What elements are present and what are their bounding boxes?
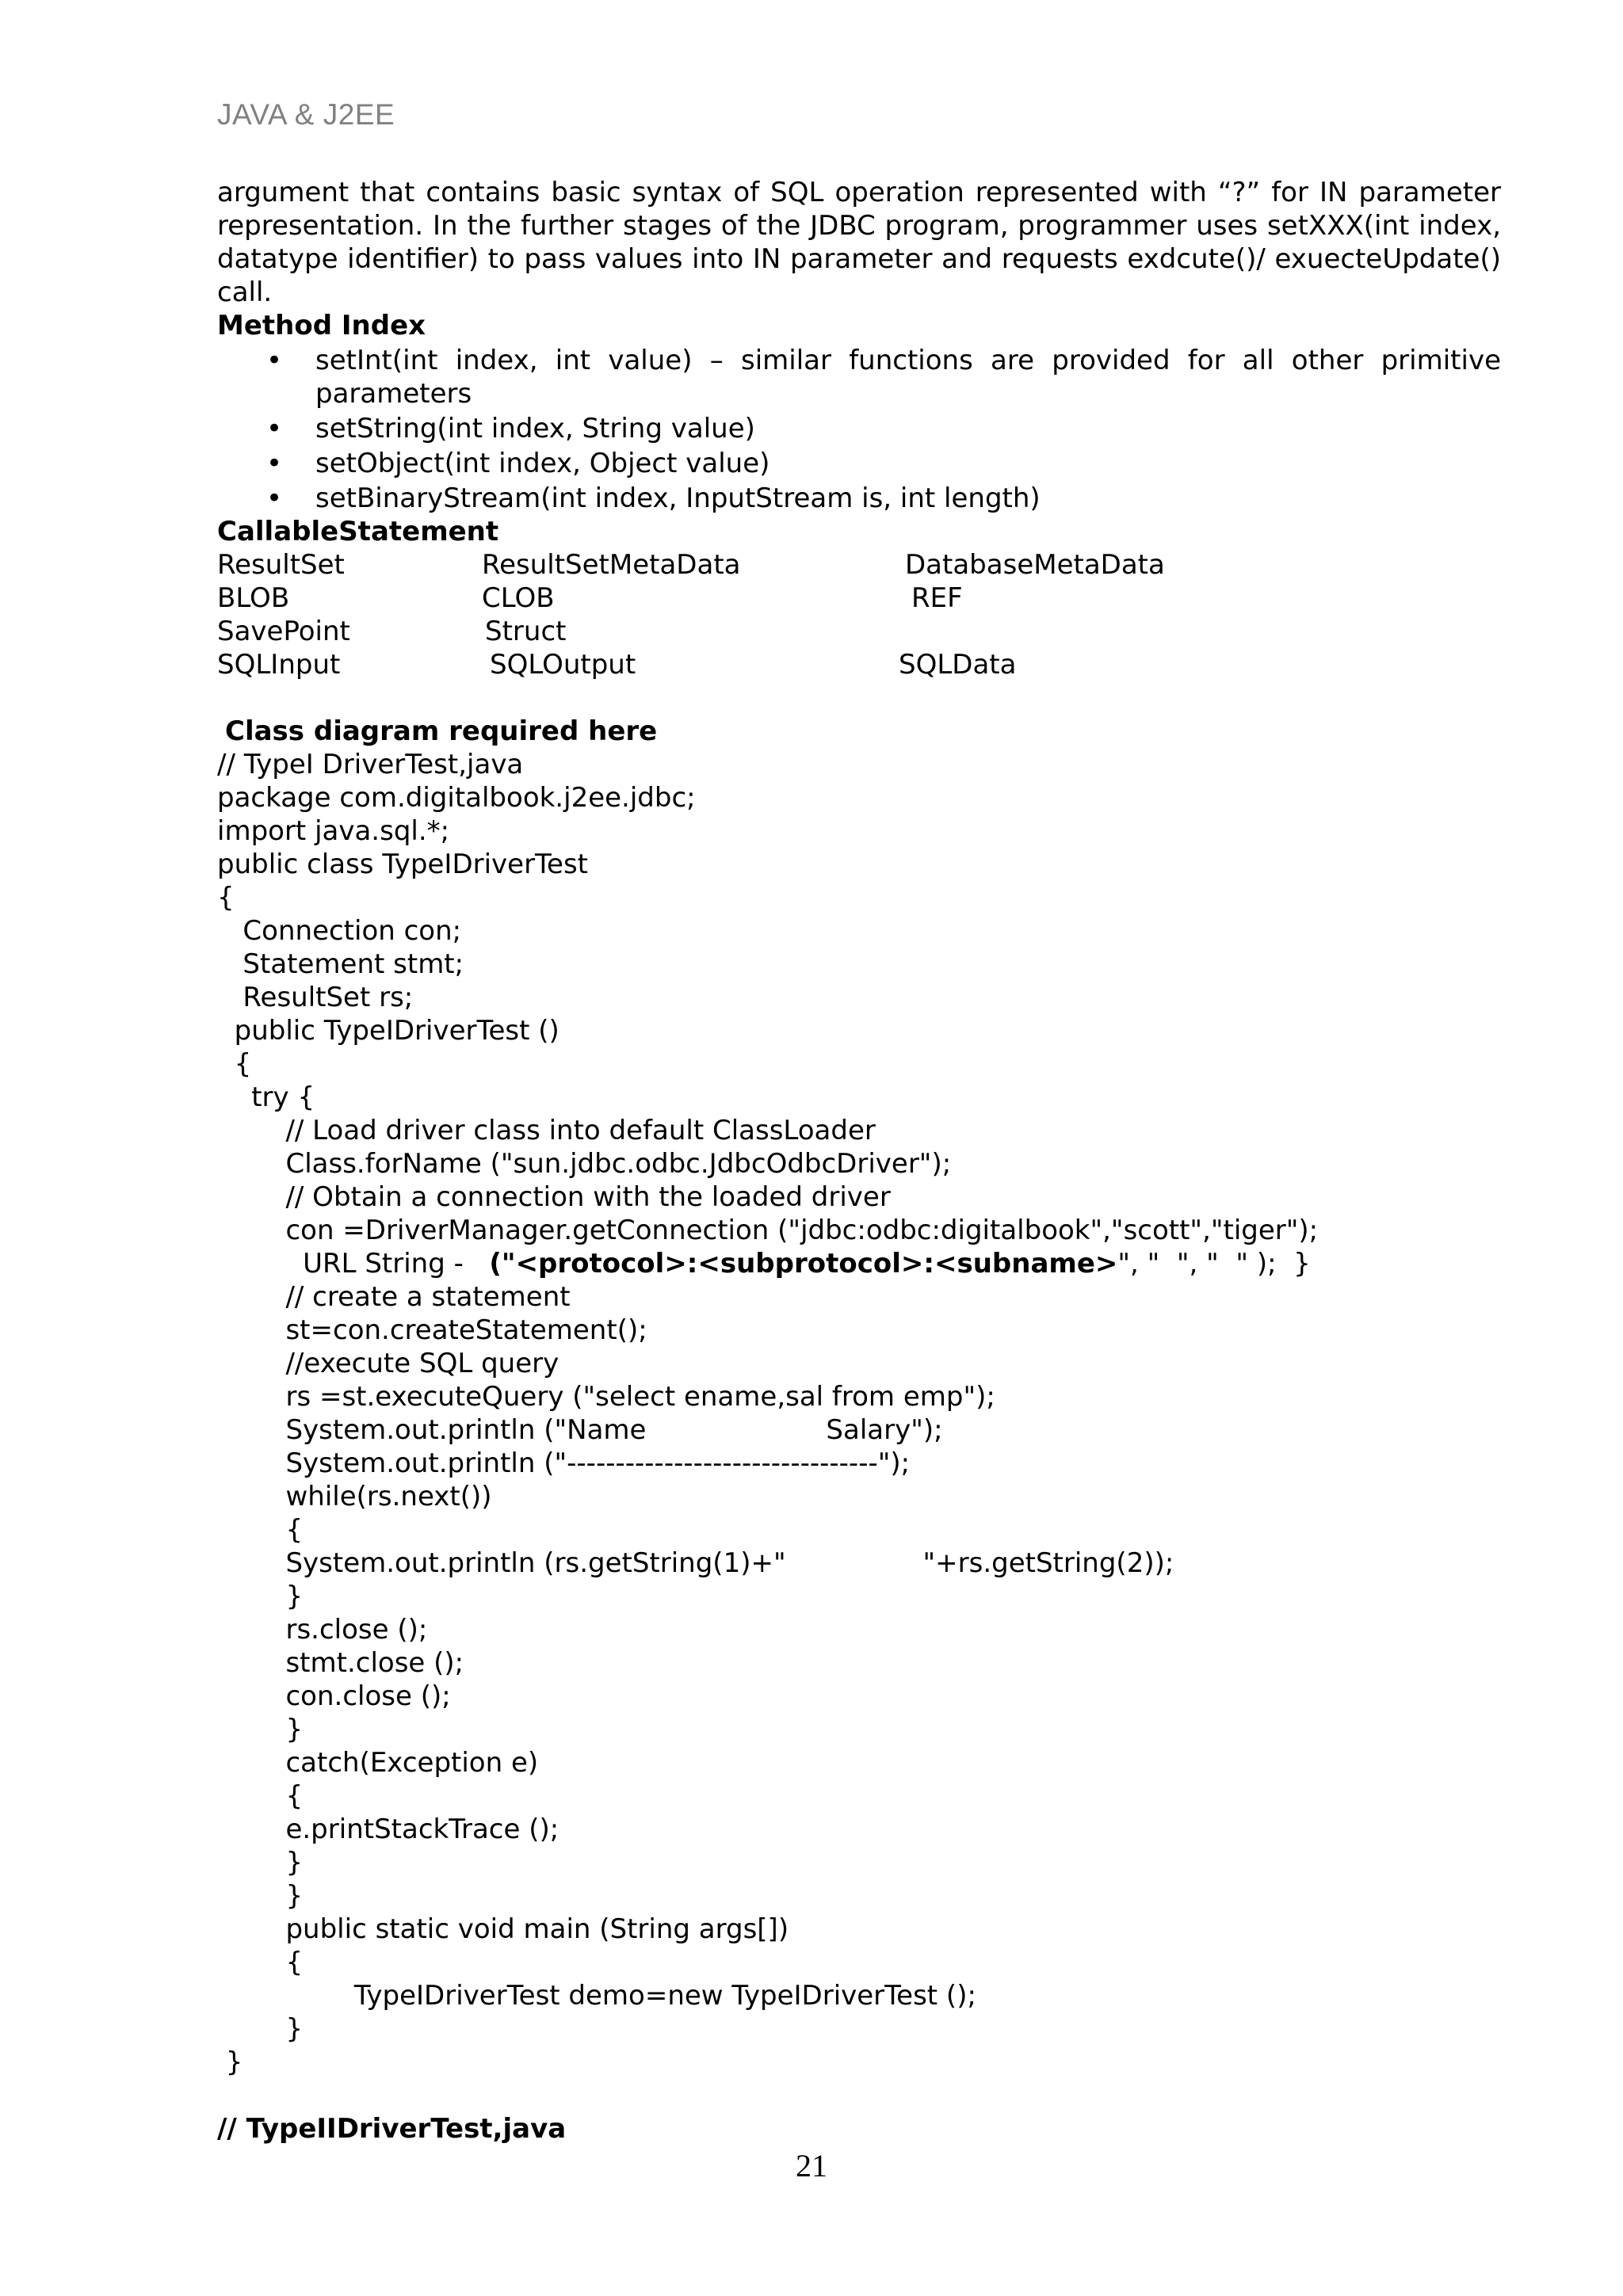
code-line: // TypeI DriverTest,java [217, 749, 524, 780]
interface-cell: SavePoint [217, 616, 350, 647]
interface-cell: REF [911, 582, 963, 614]
callable-heading: CallableStatement [217, 516, 499, 547]
url-format: ("<protocol>:<subprotocol>:<subname> [489, 1248, 1118, 1280]
intro-paragraph: argument that contains basic syntax of SQL operation represented with “?” for IN parameter representation. In the further stages of the JDBC program, programmer uses setXXX(int index, datatype identifier) to pass values into IN parameter and requests exdcute()/ exuecteUpdate() call. [217, 177, 1501, 308]
code-line: Connection con; [217, 915, 462, 947]
interface-cell: BLOB [217, 582, 290, 614]
code-listing [217, 748, 1501, 2079]
method-item: • setString(int index, String value) [266, 413, 755, 444]
code-line: catch(Exception e) [217, 1747, 539, 1779]
code-line: { [217, 1780, 304, 1812]
code-line: TypeIDriverTest demo=new TypeIDriverTest (); [217, 1980, 976, 2012]
interface-cell: SQLOutput [490, 649, 636, 681]
method-list [217, 344, 1501, 515]
code-line: Class.forName ("sun.jdbc.odbc.JdbcOdbcDriver"); [217, 1148, 952, 1180]
bullet-icon: • [266, 345, 283, 376]
code-line: ResultSet rs; [217, 982, 414, 1013]
code-line: } [217, 1847, 304, 1878]
spacer [217, 2079, 1501, 2112]
method-item: • setBinaryStream(int index, InputStream is, int length) [266, 482, 1041, 514]
running-header: JAVA & J2EE [217, 98, 395, 131]
code-line: public TypeIDriverTest () [217, 1015, 559, 1047]
code-line: stmt.close (); [217, 1647, 464, 1679]
code-line: { [217, 1947, 304, 1978]
url-suffix: ", " ", " " ); } [1117, 1248, 1311, 1280]
code-line: con.close (); [217, 1680, 451, 1712]
code-line: e.printStackTrace (); [217, 1814, 559, 1845]
page-body [217, 176, 1501, 2145]
code-line: // Obtain a connection with the loaded driver [217, 1181, 891, 1213]
url-prefix: URL String - [217, 1248, 490, 1280]
interface-cell: DatabaseMetaData [905, 549, 1165, 581]
code-line: System.out.println ("Name Salary"); [217, 1414, 943, 1446]
bullet-icon: • [266, 482, 283, 514]
spacer [217, 681, 1501, 715]
method-item: • setInt(int index, int value) – similar functions are provided for all other primitive parameters [266, 345, 1501, 410]
code-line: con =DriverManager.getConnection ("jdbc:odbc:digitalbook","scott","tiger"); [217, 1215, 1319, 1246]
code-line: // Load driver class into default ClassLoader [217, 1115, 876, 1146]
code-line: { [217, 882, 235, 913]
code-line: try { [217, 1081, 315, 1113]
bullet-icon: • [266, 448, 283, 479]
code-line: } [217, 2013, 304, 2045]
code-line: // create a statement [217, 1281, 571, 1313]
interface-cell: CLOB [482, 582, 555, 614]
interface-cell: SQLInput [217, 649, 341, 681]
code-line: System.out.println (rs.getString(1)+" "+rs.getString(2)); [217, 1547, 1174, 1579]
code-line: System.out.println ("--------------------------------"); [217, 1447, 911, 1479]
code-line: import java.sql.*; [217, 815, 450, 847]
class-diagram-note: Class diagram required here [225, 715, 658, 747]
page-number: 21 [796, 2148, 827, 2183]
interface-cell: ResultSetMetaData [482, 549, 741, 581]
code-line: } [217, 1714, 304, 1745]
code-line: } [217, 1880, 304, 1912]
method-item: • setObject(int index, Object value) [266, 448, 770, 479]
code-line: public static void main (String args[]) [217, 1913, 789, 1945]
code-line: package com.digitalbook.j2ee.jdbc; [217, 782, 696, 814]
code-line: st=con.createStatement(); [217, 1314, 647, 1346]
code-line: rs.close (); [217, 1614, 428, 1646]
code-line: { [217, 1048, 252, 1080]
code-line: } [217, 2046, 243, 2078]
bullet-icon: • [266, 413, 283, 444]
interface-cell: Struct [485, 616, 567, 647]
interface-cell: ResultSet [217, 549, 345, 581]
url-string-line [217, 1247, 1501, 1280]
code-line: { [217, 1514, 304, 1546]
code-line: rs =st.executeQuery ("select ename,sal from emp"); [217, 1381, 995, 1413]
interface-table [217, 548, 1501, 681]
code-line: public class TypeIDriverTest [217, 849, 589, 880]
next-section-heading: // TypeIIDriverTest,java [217, 2113, 567, 2145]
method-index-heading: Method Index [217, 310, 426, 341]
code-line: //execute SQL query [217, 1348, 559, 1379]
interface-cell: SQLData [899, 649, 1017, 681]
code-line: } [217, 1581, 304, 1612]
code-line: while(rs.next()) [217, 1481, 492, 1512]
code-line: Statement stmt; [217, 948, 464, 980]
